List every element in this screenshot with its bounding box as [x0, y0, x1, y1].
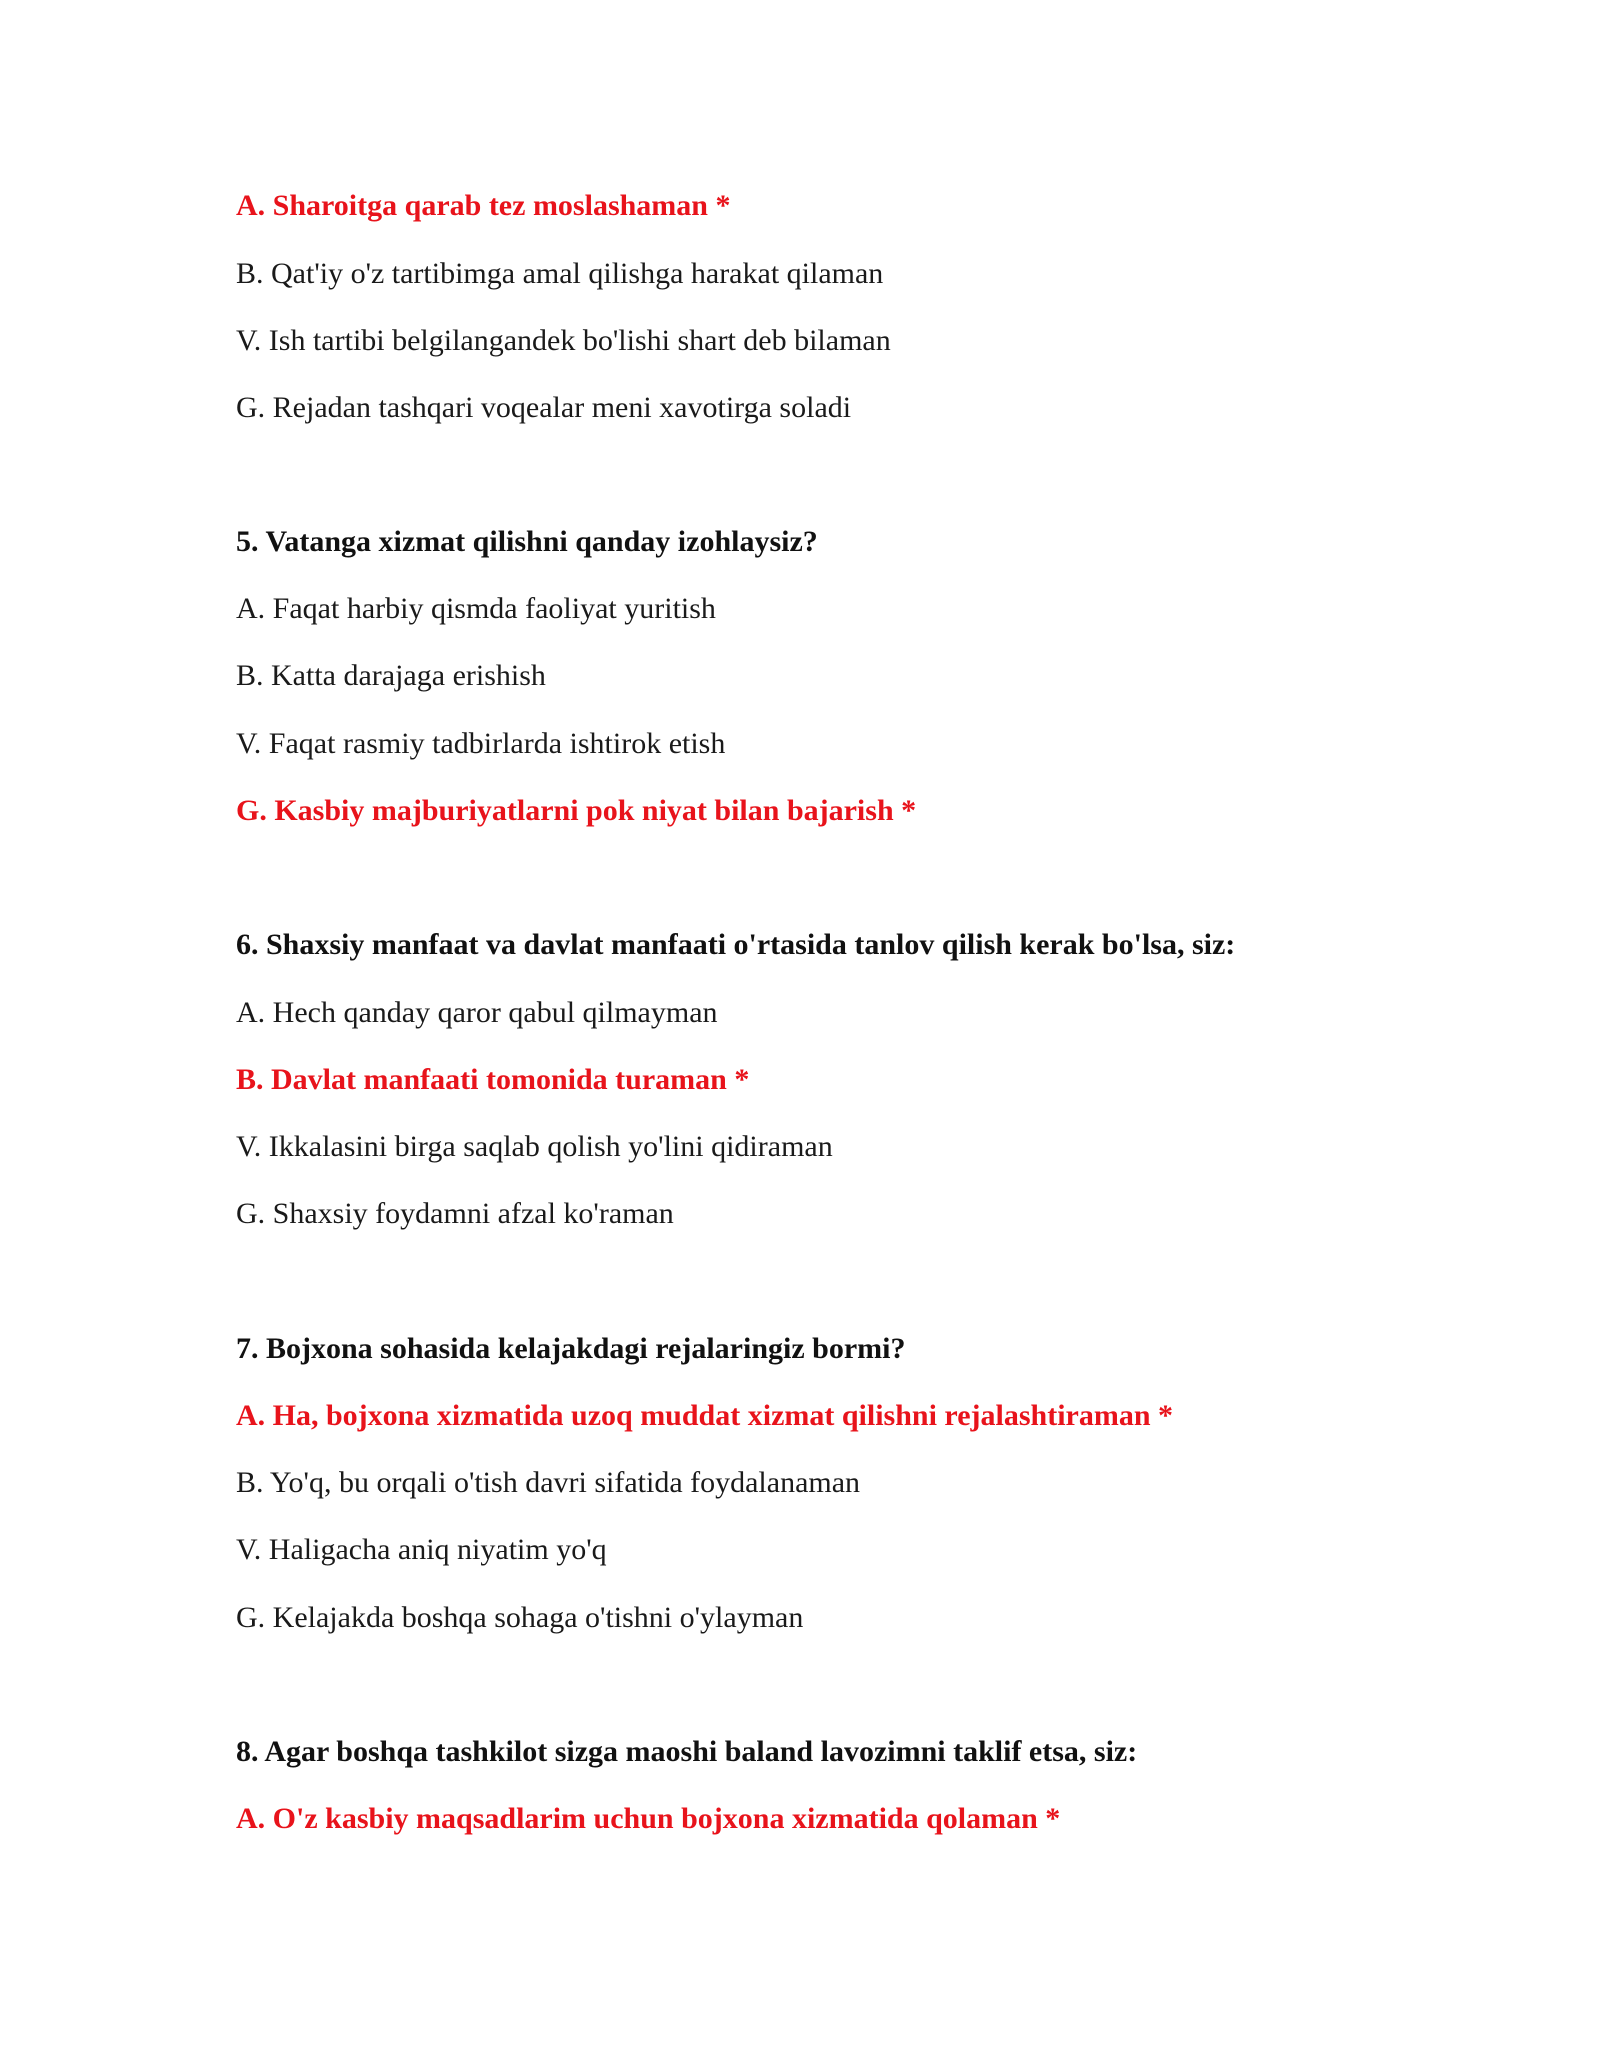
answer-option: G. Kelajakda boshqa sohaga o'tishni o'ylayman — [236, 1601, 804, 1634]
answer-option-correct: A. Sharoitga qarab tez moslashaman * — [236, 189, 731, 222]
answer-option-correct: B. Davlat manfaati tomonida turaman * — [236, 1063, 750, 1096]
answer-option-correct: G. Kasbiy majburiyatlarni pok niyat bilan bajarish * — [236, 794, 917, 827]
answer-option: B. Yo'q, bu orqali o'tish davri sifatida foydalanaman — [236, 1466, 861, 1499]
answer-option: A. Faqat harbiy qismda faoliyat yuritish — [236, 592, 716, 625]
question-5: 5. Vatanga xizmat qilishni qanday izohlaysiz? — [236, 525, 818, 558]
answer-option: V. Ish tartibi belgilangandek bo'lishi shart deb bilaman — [236, 324, 891, 357]
answer-option: G. Shaxsiy foydamni afzal ko'raman — [236, 1197, 674, 1230]
answer-option-correct: A. Ha, bojxona xizmatida uzoq muddat xizmat qilishni rejalashtiraman * — [236, 1399, 1174, 1432]
answer-option: B. Katta darajaga erishish — [236, 659, 546, 692]
answer-option: G. Rejadan tashqari voqealar meni xavotirga soladi — [236, 391, 852, 424]
question-8: 8. Agar boshqa tashkilot sizga maoshi baland lavozimni taklif etsa, siz: — [236, 1735, 1138, 1768]
answer-option: B. Qat'iy o'z tartibimga amal qilishga harakat qilaman — [236, 257, 884, 290]
question-7: 7. Bojxona sohasida kelajakdagi rejalaringiz bormi? — [236, 1332, 906, 1365]
answer-option: V. Ikkalasini birga saqlab qolish yo'lini qidiraman — [236, 1130, 833, 1163]
answer-option-correct: A. O'z kasbiy maqsadlarim uchun bojxona xizmatida qolaman * — [236, 1802, 1061, 1835]
answer-option: V. Faqat rasmiy tadbirlarda ishtirok etish — [236, 727, 726, 760]
answer-option: A. Hech qanday qaror qabul qilmayman — [236, 996, 718, 1029]
question-6: 6. Shaxsiy manfaat va davlat manfaati o'rtasida tanlov qilish kerak bo'lsa, siz: — [236, 928, 1236, 961]
answer-option: V. Haligacha aniq niyatim yo'q — [236, 1533, 607, 1566]
